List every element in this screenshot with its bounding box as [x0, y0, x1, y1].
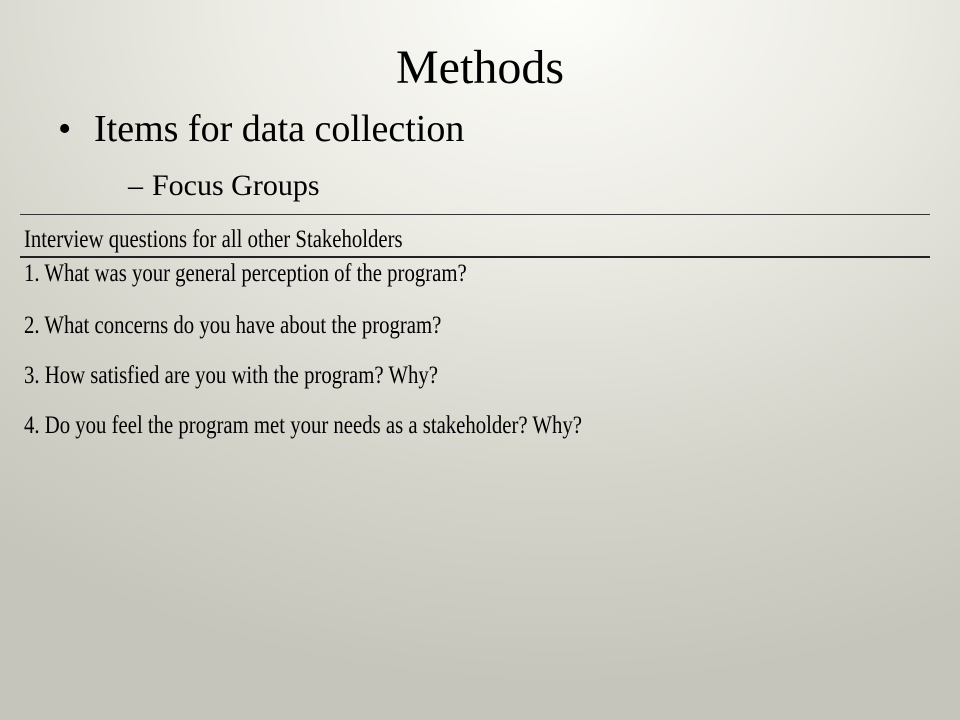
table-row: 1. What was your general perception of the program? [24, 260, 467, 287]
sub-bullet-focus-groups [128, 165, 320, 207]
bullet-text: Items for data collection [94, 108, 465, 150]
bullet-item-data-collection [58, 104, 464, 154]
table-row: 3. How satisfied are you with the program? Why? [24, 362, 438, 389]
bullet-marker: • [58, 108, 72, 150]
table-row: 2. What concerns do you have about the program? [24, 312, 442, 339]
table-row: 4. Do you feel the program met your needs as a stakeholder? Why? [24, 412, 582, 439]
slide-title: Methods [396, 41, 564, 94]
sub-bullet-marker: – [128, 169, 143, 202]
table-header: Interview questions for all other Stakeholders [24, 226, 403, 253]
table-header-rule [20, 256, 930, 258]
sub-bullet-text: Focus Groups [152, 169, 320, 202]
table-top-rule [20, 214, 930, 215]
